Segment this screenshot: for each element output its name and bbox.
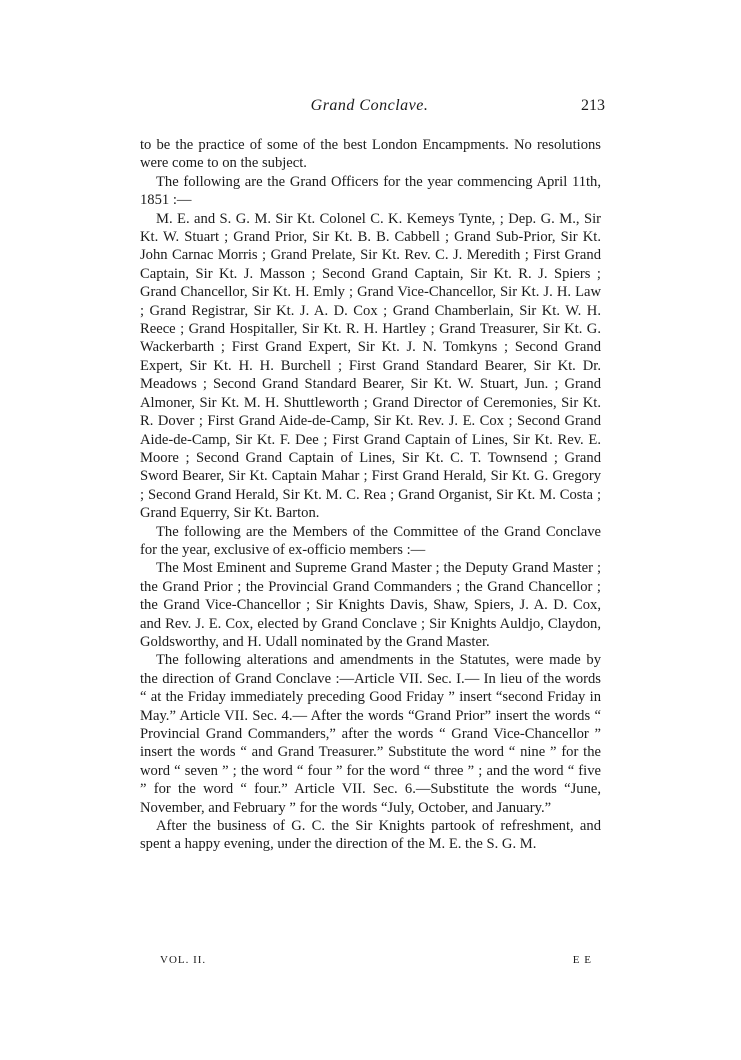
volume-mark: VOL. II. bbox=[160, 954, 207, 966]
paragraph-committee-intro: The following are the Members of the Committee of the Grand Conclave for the year, exclusive of ex-officio members :— bbox=[140, 523, 601, 558]
running-title: Grand Conclave. bbox=[310, 97, 429, 114]
paragraph-grand-officers-intro: The following are the Grand Officers for the year commencing April 11th, 1851 :— bbox=[140, 173, 601, 209]
paragraph-committee-list: The Most Eminent and Supreme Grand Master ; the Deputy Grand Master ; the Grand Prior ; the Provincial Grand Commanders ; the Grand Chancellor ; the Grand Vice-Chancellor ; Sir Knights Davis, Shaw, Spiers, J. A. D. Cox, and Rev. J. E. Cox, elected by Grand Conclave ; Sir Knights Auldjo, Claydon, Goldsworthy, and H. Udall nominated by the Grand Master. bbox=[140, 560, 601, 650]
body-text bbox=[140, 136, 601, 854]
signature-mark: E E bbox=[572, 954, 592, 966]
paragraph-continuation: to be the practice of some of the best London Encampments. No resolutions were come to on the subject. bbox=[140, 137, 601, 172]
running-head bbox=[140, 97, 605, 119]
page-footer bbox=[160, 954, 592, 974]
page-number: 213 bbox=[581, 97, 605, 114]
paragraph-statute-amendments: The following alterations and amendments in the Statutes, were made by the direction of Grand Conclave :—Article VII. Sec. I.— In lieu of the words “ at the Friday immediately preceding Good Friday ” insert “second Friday in May.” Article VII. Sec. 4.— After the words “Grand Prior” insert the words “ Provincial Grand Commanders,” after the words “ Grand Vice-Chancellor ” insert the words “ and Grand Treasurer.” Substitute the word “ nine ” for the word “ seven ” ; the word “ four ” for the word “ three ” ; and the word “ five ” for the word “ four.” Article VII. Sec. 6.—Substitute the words “June, November, and February ” for the words “July, October, and January.” bbox=[140, 652, 601, 816]
paragraph-grand-officers-list: M. E. and S. G. M. Sir Kt. Colonel C. K. Kemeys Tynte, ; Dep. G. M., Sir Kt. W. Stuart ; Grand Prior, Sir Kt. B. B. Cabbell ; Grand Sub-Prior, Sir Kt. John Carnac Morris ; Grand Prelate, Sir Kt. Rev. C. J. Meredith ; First Grand Captain, Sir Kt. J. Masson ; Second Grand Captain, Sir Kt. R. J. Spiers ; Grand Chancellor, Sir Kt. H. Emly ; Grand Vice-Chancellor, Sir Kt. J. H. Law ; Grand Registrar, Sir Kt. J. A. D. Cox ; Grand Chamberlain, Sir Kt. W. H. Reece ; Grand Hospitaller, Sir Kt. R. H. Hartley ; Grand Treasurer, Sir Kt. G. Wackerbarth ; First Grand Expert, Sir Kt. J. N. Tomkyns ; Second Grand Expert, Sir Kt. H. H. Burchell ; First Grand Standard Bearer, Sir Kt. Dr. Meadows ; Second Grand Standard Bearer, Sir Kt. W. Stuart, Jun. ; Grand Almoner, Sir Kt. M. H. Shuttleworth ; Grand Director of Ceremonies, Sir Kt. R. Dover ; First Grand Aide-de-Camp, Sir Kt. Rev. J. E. Cox ; Second Grand Aide-de-Camp, Sir Kt. F. Dee ; First Grand Captain of Lines, Sir Kt. Rev. E. Moore ; Second Grand Captain of Lines, Sir Kt. C. T. Townsend ; Grand Sword Bearer, Sir Kt. Captain Mahar ; First Grand Herald, Sir Kt. G. Gregory ; Second Grand Herald, Sir Kt. M. C. Rea ; Grand Organist, Sir Kt. M. Costa ; Grand Equerry, Sir Kt. Barton. bbox=[140, 210, 601, 522]
paragraph-closing: After the business of G. C. the Sir Knights partook of refreshment, and spent a happy evening, under the direction of the M. E. the S. G. M. bbox=[140, 818, 601, 853]
